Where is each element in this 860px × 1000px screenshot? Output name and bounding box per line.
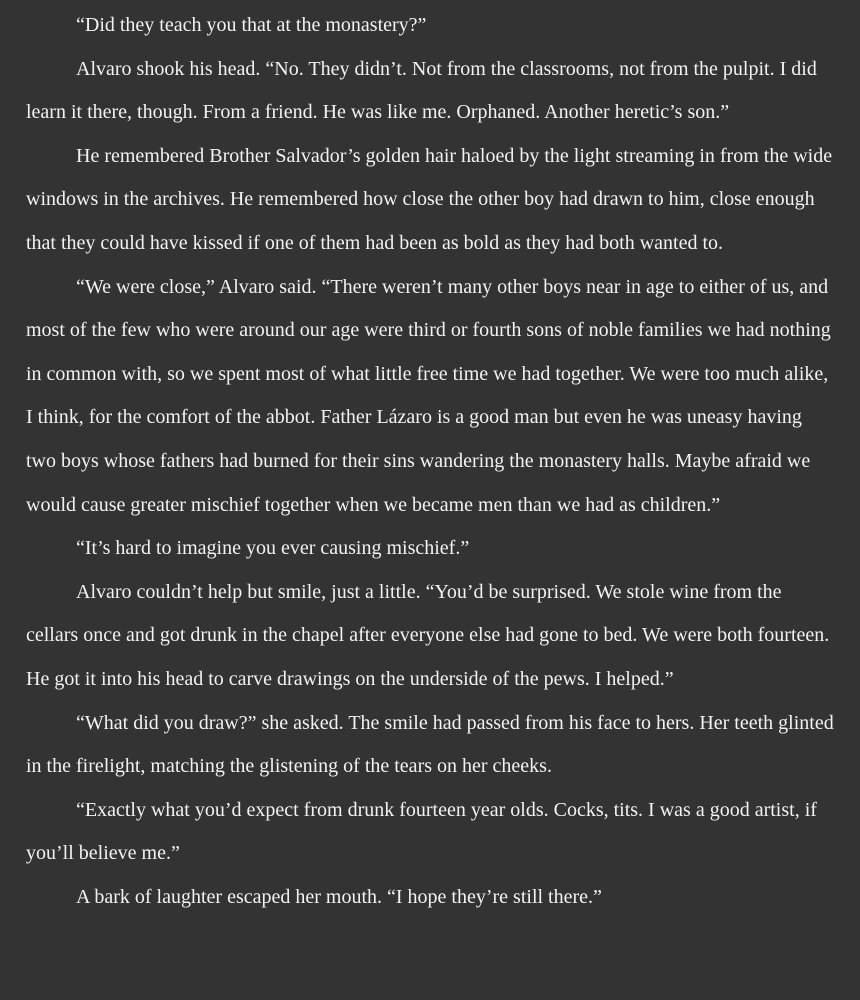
paragraph: “What did you draw?” she asked. The smile had passed from his face to hers. Her teeth glinted in the firelight, matching the glistening of the tears on her cheeks. xyxy=(26,711,834,778)
paragraph: “Did they teach you that at the monastery?” xyxy=(76,14,427,36)
paragraph: “It’s hard to imagine you ever causing mischief.” xyxy=(76,537,470,560)
paragraph: “We were close,” Alvaro said. “There weren’t many other boys near in age to either of us, and most of the few who were around our age were third or fourth sons of noble families we had nothing in common with, so we spent most of what little free time we had together. We were too much alike, I think, for the comfort of the abbot. Father Lázaro is a good man but even he was uneasy having two boys whose fathers had burned for their sins wandering the monastery halls. Maybe afraid we would cause greater mischief together when we became men than we had as children.” xyxy=(26,275,831,516)
paragraph: He remembered Brother Salvador’s golden hair haloed by the light streaming in from the wide windows in the archives. He remembered how close the other boy had drawn to him, close enough that they could have kissed if one of them had been as bold as they had both wanted to. xyxy=(26,144,833,254)
text-column xyxy=(26,4,834,919)
paragraph: “Exactly what you’d expect from drunk fourteen year olds. Cocks, tits. I was a good artist, if you’ll believe me.” xyxy=(26,798,817,865)
paragraph: A bark of laughter escaped her mouth. “I hope they’re still there.” xyxy=(76,885,602,908)
paragraph: Alvaro shook his head. “No. They didn’t. Not from the classrooms, not from the pulpit. I did learn it there, though. From a friend. He was like me. Orphaned. Another heretic’s son.” xyxy=(26,57,817,124)
paragraph: Alvaro couldn’t help but smile, just a little. “You’d be surprised. We stole wine from the cellars once and got drunk in the chapel after everyone else had gone to bed. We were both fourteen. He got it into his head to carve drawings on the underside of the pews. I helped.” xyxy=(26,580,830,690)
